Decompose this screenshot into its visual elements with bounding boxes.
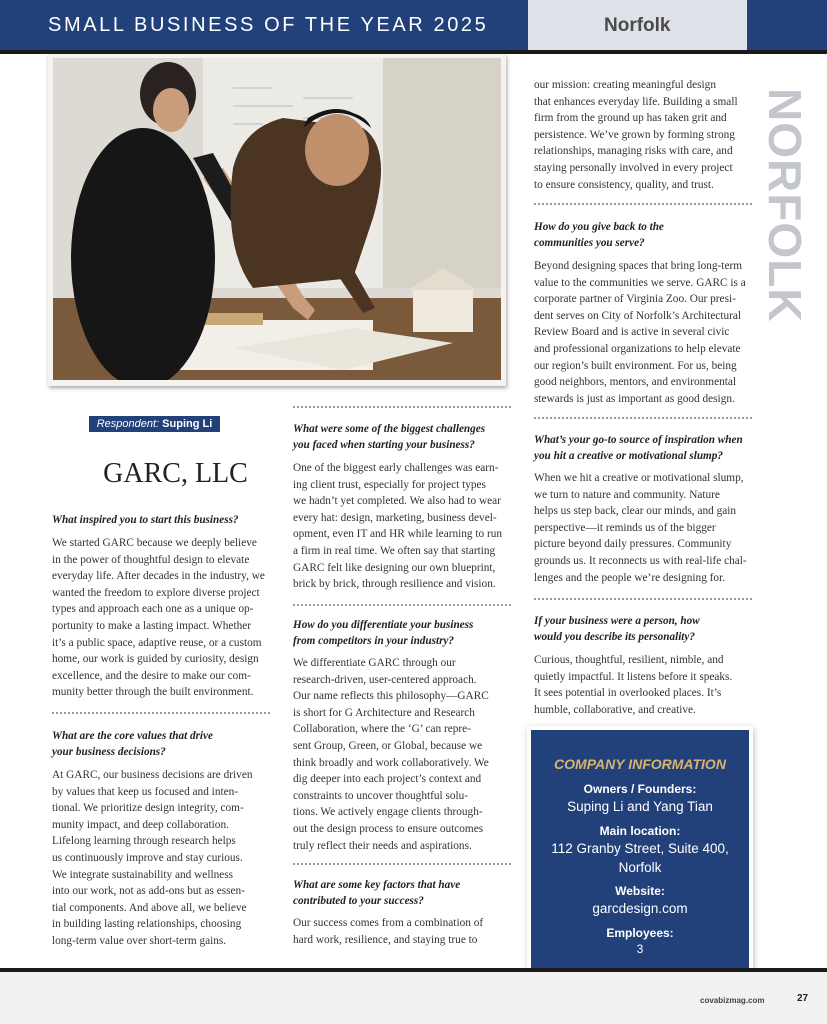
answer-line: relationships, managing risks with care, and [534, 145, 733, 158]
answer-personality [534, 652, 754, 718]
respondent-name: Suping Li [162, 418, 213, 430]
respondent-label: Respondent: [96, 418, 160, 430]
question-line: from competitors in your industry? [293, 635, 454, 647]
answer-line: ing client trust, especially for project types [293, 478, 486, 491]
question-core-values [52, 728, 277, 760]
answer-line: tial components. And above all, we believe [52, 901, 247, 914]
divider [534, 417, 752, 419]
answer-inspiration-source [534, 470, 756, 586]
answer-line: us continuously improve and stay curious. [52, 851, 243, 864]
answer-line: our region’s built environment. For us, being [534, 359, 737, 372]
answer-line: firm from the ground up has taken grit and [534, 112, 727, 125]
answer-line: quietly impactful. It listens before it speaks. [534, 670, 733, 683]
question-line: What are the core values that drive [52, 730, 213, 742]
answer-line: dent serves on City of Norfolk’s Architectural [534, 309, 742, 322]
answer-line: in the power of thoughtful design to elevate [52, 553, 250, 566]
answer-line: corporate partner of Virginia Zoo. Our presi- [534, 293, 736, 306]
answer-line: and professional organizations to help elevate [534, 342, 741, 355]
answer-line: grounds us. It reconnects us with real-life chal- [534, 554, 747, 567]
answer-line: tional. We prioritize design integrity, com- [52, 802, 244, 815]
question-line: How do you differentiate your business [293, 619, 474, 631]
answer-line: Our success comes from a combination of [293, 917, 484, 929]
answer-line: helps us step back, clear our minds, and gain [534, 505, 737, 518]
answer-line: staying personally involved in every project [534, 161, 733, 174]
answer-line: Curious, thoughtful, resilient, nimble, and [534, 654, 724, 666]
answer-line: persistence. We’ve grown by forming strong [534, 128, 735, 141]
question-line: What were some of the biggest challenges [293, 423, 486, 435]
answer-line: brick by brick, through resilience and vision. [293, 578, 496, 591]
employees-label: Employees: [606, 926, 674, 940]
answer-line: a firm in real time. We often say that starting [293, 544, 496, 557]
answer-line: to ensure consistency, quality, and trust. [534, 178, 714, 191]
divider [293, 604, 511, 606]
footer-url: covabizmag.com [700, 996, 765, 1005]
question-line: communities you serve? [534, 237, 645, 249]
question-line: you faced when starting your business? [293, 439, 475, 451]
answer-line: opment, even IT and HR while learning to run [293, 528, 503, 541]
location-label: Main location: [599, 824, 681, 838]
answer-line: value to the communities we serve. GARC is a [534, 276, 746, 289]
answer-line: We differentiate GARC through our [293, 657, 456, 669]
answer-line: We started GARC because we deeply believe [52, 537, 257, 549]
region-tab-label: Norfolk [604, 15, 671, 36]
answer-line: Our name reflects this philosophy—GARC [293, 690, 489, 703]
answer-line: every hat: design, marketing, business devel- [293, 511, 497, 524]
respondent-badge [89, 416, 220, 432]
divider [293, 406, 511, 408]
region-tab [528, 0, 747, 50]
answer-line: Beyond designing spaces that bring long-term [534, 260, 743, 272]
answer-line: munity better through the built environment. [52, 686, 254, 699]
answer-line: wanted the freedom to explore diverse project [52, 586, 260, 599]
answer-line: When we hit a creative or motivational slump, [534, 472, 744, 484]
question-differentiate [293, 617, 518, 649]
answer-line: Review Board and is active in several civic [534, 326, 730, 339]
answer-give-back [534, 258, 754, 407]
answer-success-factors-part1 [293, 915, 518, 948]
question-personality [534, 613, 754, 645]
answer-line: humble, collaborative, and creative. [534, 703, 696, 716]
answer-line: At GARC, our business decisions are driven [52, 769, 253, 781]
answer-line: research-driven, user-centered approach. [293, 673, 477, 686]
divider [52, 712, 270, 714]
answer-line: types and approach each one as a unique op- [52, 603, 254, 616]
answer-line: truly reflect their needs and aspirations. [293, 839, 472, 852]
answer-line: that enhances everyday life. Building a small [534, 95, 738, 108]
owners-label: Owners / Founders: [583, 782, 697, 796]
answer-line: we turn to nature and community. Nature [534, 488, 720, 501]
answer-line: We integrate sustainability and wellness [52, 868, 234, 881]
answer-line: home, our work is guided by curiosity, design [52, 653, 259, 666]
location-line1: 112 Granby Street, Suite 400, [551, 841, 729, 856]
answer-line: is short for G Architecture and Research [293, 706, 475, 719]
answer-line: we hadn’t yet completed. We also had to wear [293, 495, 501, 508]
location-line2: Norfolk [618, 860, 662, 875]
answer-line: GARC felt like designing our own blueprint, [293, 561, 496, 574]
question-line: What’s your go-to source of inspiration when [534, 434, 743, 446]
employees-value: 3 [636, 942, 644, 956]
question-challenges [293, 421, 518, 453]
answer-line: dig deeper into each project’s context and [293, 773, 482, 786]
question-line: If your business were a person, how [534, 615, 700, 627]
website-value: garcdesign.com [592, 901, 688, 916]
answer-line: think broadly and work collaboratively. We [293, 756, 489, 769]
answer-line: hard work, resilience, and staying true to [293, 933, 478, 946]
answer-line: It sees potential in overlooked places. It’s [534, 687, 722, 700]
page-number: 27 [797, 993, 809, 1004]
answer-success-factors-part2 [534, 77, 754, 193]
section-title: SMALL BUSINESS OF THE YEAR 2025 [48, 14, 489, 36]
answer-line: munity impact, and deep collaboration. [52, 818, 229, 831]
answer-line: our mission: creating meaningful design [534, 79, 716, 91]
divider [534, 598, 752, 600]
question-line: would you describe its personality? [534, 631, 695, 643]
question-inspiration-source [534, 432, 756, 464]
answer-line: constraints to uncover thoughtful solu- [293, 789, 469, 802]
answer-line: good neighbors, mentors, and environmental [534, 376, 737, 389]
answer-line: Lifelong learning through research helps [52, 835, 236, 848]
answer-line: One of the biggest early challenges was earn- [293, 462, 499, 474]
answer-line: Collaboration, where the ‘G’ can repre- [293, 723, 471, 736]
company-info-box [531, 730, 749, 978]
question-line: your business decisions? [52, 746, 166, 758]
answer-line: stewards is just as important as good design. [534, 392, 735, 405]
question-give-back [534, 219, 754, 251]
answer-line: into our work, not as add-ons but as essen- [52, 885, 245, 898]
answer-core-values [52, 767, 277, 950]
question-success-factors [293, 877, 518, 909]
divider [534, 203, 752, 205]
question-line: What are some key factors that have [293, 879, 461, 891]
answer-line: portunity to make a lasting impact. Whether [52, 619, 252, 632]
answer-line: perspective—it reminds us of the bigger [534, 521, 716, 534]
answer-line: tions. We actively engage clients through- [293, 806, 483, 819]
answer-line: everyday life. After decades in the industry, we [52, 570, 265, 583]
answer-line: sent Group, Green, or Global, because we [293, 739, 483, 752]
owners-value: Suping Li and Yang Tian [567, 799, 713, 814]
question-line: you hit a creative or motivational slump? [534, 450, 723, 462]
feature-photo [53, 58, 501, 380]
answer-challenges [293, 460, 518, 593]
company-info-title: COMPANY INFORMATION [554, 756, 726, 772]
feature-photo-frame [48, 54, 506, 386]
website-label: Website: [615, 884, 665, 898]
question-line: What inspired you to start this business? [52, 514, 239, 526]
answer-line: long-term value over short-term gains. [52, 934, 227, 947]
company-name: GARC, LLC [103, 458, 248, 489]
answer-line: in building lasting relationships, choosing [52, 918, 242, 931]
answer-line: picture beyond daily pressures. Community [534, 538, 732, 551]
question-line: How do you give back to the [534, 221, 664, 233]
answer-inspired [52, 535, 277, 701]
answer-line: it’s a public space, adaptive reuse, or a custom [52, 636, 262, 649]
divider [293, 863, 511, 865]
question-inspired [52, 512, 272, 528]
answer-line: lenges and the people we’re designing for. [534, 571, 726, 584]
answer-line: excellence, and the desire to make our com- [52, 669, 251, 682]
answer-differentiate [293, 655, 518, 854]
side-region-text: NORFOLK [759, 88, 811, 323]
answer-line: by values that keep us focused and inten- [52, 785, 239, 798]
question-line: contributed to your success? [293, 895, 424, 907]
answer-line: out the design process to ensure outcomes [293, 822, 484, 835]
